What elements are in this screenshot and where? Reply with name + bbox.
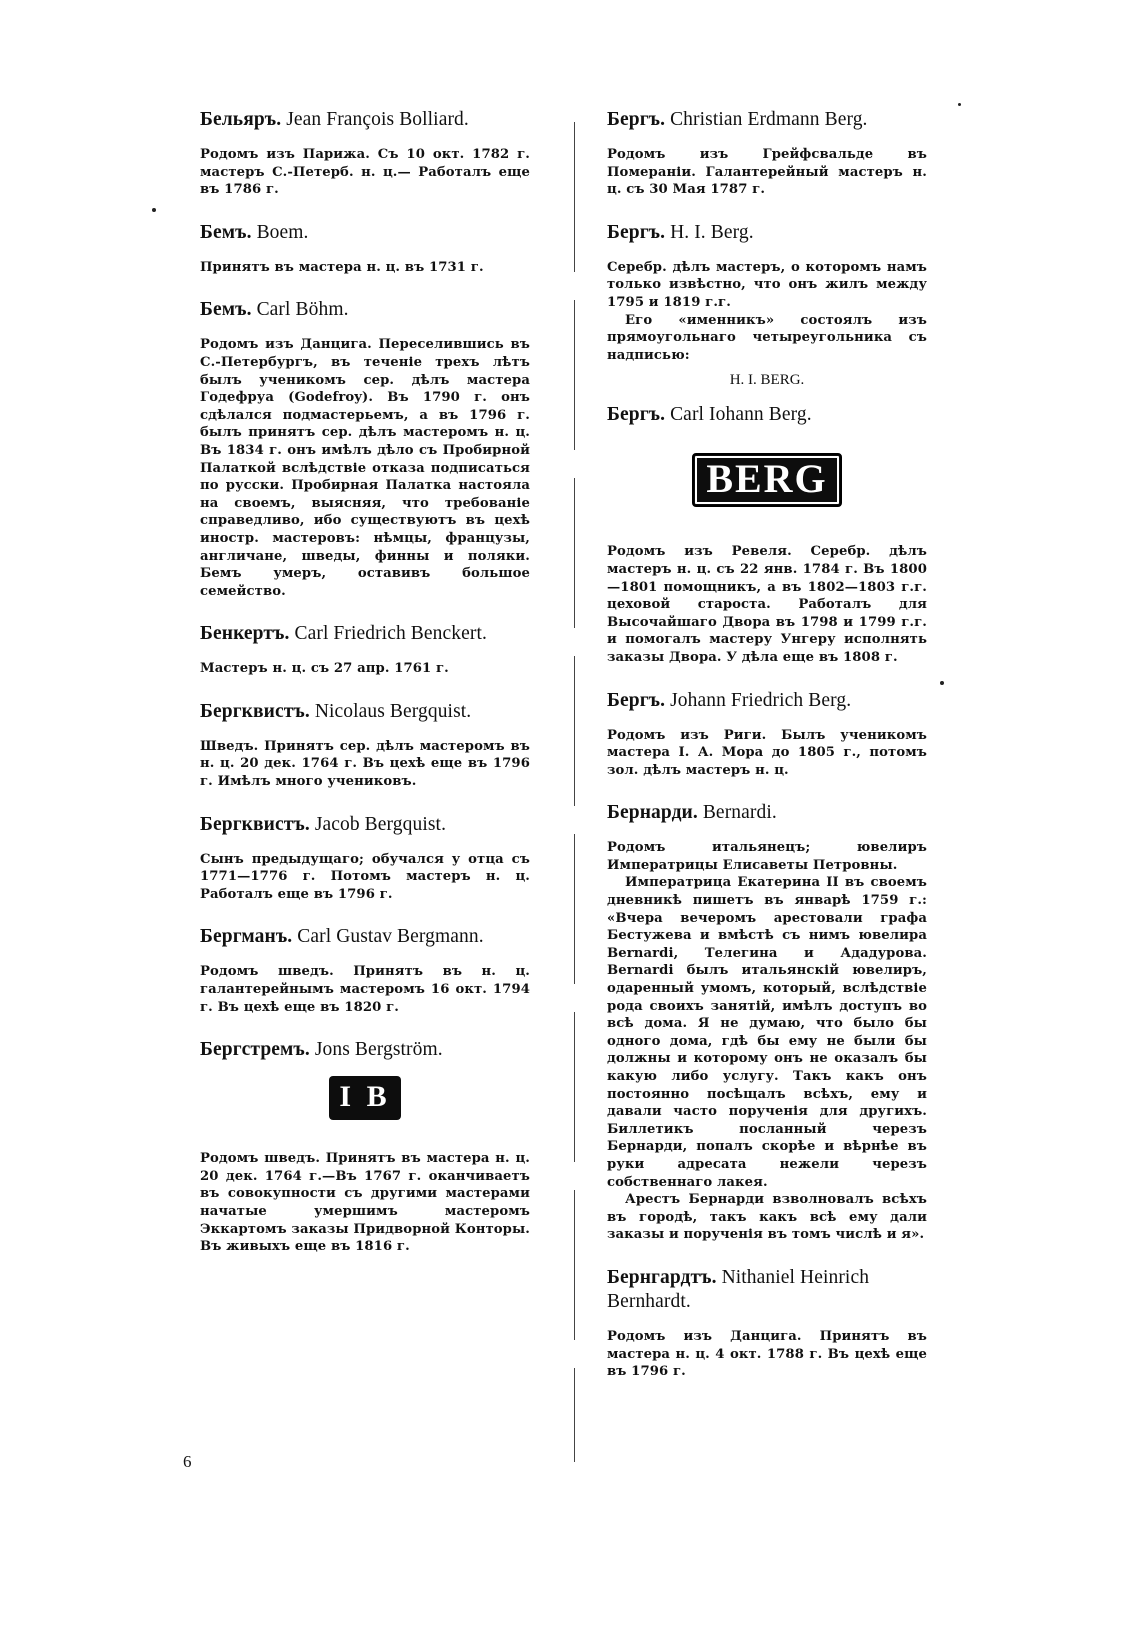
heading-russian: Бергквистъ. bbox=[200, 700, 310, 722]
entry-heading bbox=[200, 298, 530, 322]
entry-heading bbox=[200, 108, 530, 132]
entry-text bbox=[200, 1150, 530, 1256]
heading-latin: Carl Gustav Bergmann. bbox=[297, 926, 484, 948]
entry-paragraph: Мастеръ н. ц. съ 27 апр. 1761 г. bbox=[200, 661, 449, 677]
left-column bbox=[200, 108, 530, 1278]
heading-russian: Бернгардтъ. bbox=[607, 1266, 717, 1288]
entry-bohm bbox=[200, 298, 530, 600]
hallmark-inscription: H. I. BERG. bbox=[729, 372, 805, 389]
entry-paragraph: Родомъ изъ Парижа. Съ 10 окт. 1782 г. мастеръ С.-Петерб. н. ц.— Работалъ еще въ 1786 г. bbox=[200, 147, 530, 198]
entry-paragraph: Родомъ шведъ. Принятъ въ мастера н. ц. 20 дек. 1764 г.—Въ 1767 г. оканчиваетъ въ совокупности съ другими мастерами начатые умершимъ мастеромъ Эккартомъ заказы Придворной Конторы. Въ живыхъ еще въ 1816 г. bbox=[200, 1151, 530, 1255]
entry-bergmann bbox=[200, 925, 530, 1016]
entry-nicolaus-bergquist bbox=[200, 700, 530, 791]
column-divider bbox=[574, 122, 575, 1462]
entry-paragraph: Родомъ изъ Риги. Былъ ученикомъ мастера I. А. Мора до 1805 г., потомъ зол. дѣлъ мастеръ н. ц. bbox=[607, 727, 927, 778]
entry-paragraph: Императрица Екатерина II въ своемъ дневникѣ пишетъ въ январѣ 1759 г.: «Вчера вечеромъ арестовали графа Бестужева и вмѣстѣ съ нимъ ювелира Bernardi, Телегина и Ададурова. Bernardi былъ итальянскій ювелиръ, одаренный умомъ, который, вслѣдствіе рода своихъ занятій, имѣлъ доступъ во всѣ дома. Я не думаю, что было бы одного дома, гдѣ бы ему не были бы должны и которому онъ не оказалъ бы какую либо услугу. Такъ какъ онъ постоянно посѣщалъ всѣхъ, ему и давали часто порученія для другихъ. Биллетикъ посланный черезъ Бернарди, попалъ скорѣе и вѣрнѣе въ руки адресата нежели черезъ собственнаго лакея. bbox=[607, 875, 927, 1190]
heading-russian: Бергъ. bbox=[607, 404, 666, 426]
entry-heading bbox=[607, 403, 927, 427]
heading-latin: Nithaniel Heinrich Bernhardt. bbox=[607, 1266, 870, 1312]
entry-bernhardt bbox=[607, 1266, 927, 1381]
entry-paragraph: Его «именникъ» состоялъ изъ прямоугольнаго четыреугольника съ надписью: bbox=[607, 312, 927, 363]
entry-paragraph: Родомъ шведъ. Принятъ въ н. ц. галантерейнымъ мастеромъ 16 окт. 1794 г. Въ цехѣ еще въ 1820 г. bbox=[200, 964, 530, 1015]
heading-latin: Bernardi. bbox=[702, 802, 777, 824]
entry-text bbox=[200, 660, 530, 678]
entry-bernardi bbox=[607, 801, 927, 1244]
entry-text bbox=[607, 259, 927, 365]
heading-russian: Бемъ. bbox=[200, 299, 252, 321]
entry-bolliard bbox=[200, 108, 530, 199]
entry-text bbox=[607, 543, 927, 666]
entry-paragraph: Родомъ изъ Данцига. Переселившись въ С.-Петербургъ, въ теченіе трехъ лѣтъ былъ ученикомъ сер. дѣлъ мастера Годефруа (Godefroy). Въ 1790 г. онъ сдѣлался подмастерьемъ, а въ 1796 г. былъ принятъ сер. дѣлъ мастеромъ н. ц. Въ 1834 г. онъ имѣлъ дѣло съ Пробирной Палаткой вслѣдствіе отказа подписаться по русски. Пробирная Палатка настояла на своемъ, выясняя, что требованіе справедливо, ибо существуютъ въ цехѣ иностр. мастеровъ: нѣмцы, французы, англичане, шведы, финны и поляки. Бемъ умеръ, оставивъ большое семейство. bbox=[200, 337, 530, 599]
heading-latin: Carl Iohann Berg. bbox=[670, 404, 812, 426]
entry-heading bbox=[200, 1038, 530, 1062]
entry-heading bbox=[607, 801, 927, 825]
entry-text bbox=[200, 259, 530, 277]
entry-hi-berg bbox=[607, 221, 927, 390]
entry-text bbox=[200, 738, 530, 791]
entry-paragraph: Шведъ. Принятъ сер. дѣлъ мастеромъ въ н. ц. 20 дек. 1764 г. Въ цехѣ еще въ 1796 г. Имѣлъ много учениковъ. bbox=[200, 738, 530, 790]
heading-latin: Boem. bbox=[256, 221, 309, 243]
entry-christian-berg bbox=[607, 108, 927, 199]
heading-russian: Бергквистъ. bbox=[200, 813, 310, 835]
heading-russian: Бергъ. bbox=[607, 109, 666, 130]
entry-text bbox=[607, 839, 927, 1244]
page-number: 6 bbox=[183, 1452, 192, 1471]
heading-russian: Бергъ. bbox=[607, 689, 666, 711]
entry-paragraph: Сынъ предыдущаго; обучался у отца съ 1771—1776 г. Потомъ мастеръ н. ц. Работалъ еще въ 1796 г. bbox=[200, 851, 530, 902]
entry-carl-iohann-berg bbox=[607, 403, 927, 666]
entry-text bbox=[607, 146, 927, 199]
entry-paragraph: Родомъ изъ Ревеля. Серебр. дѣлъ мастеръ н. ц. съ 22 янв. 1784 г. Въ 1800—1801 помощникъ, а въ 1802—1803 г.г. цеховой староста. Работалъ для Высочайшаго Двора въ 1798 и 1799 г.г. и помогалъ мастеру Унгеру исполнять заказы Двора. У дѣла еще въ 1808 г. bbox=[607, 544, 927, 665]
entry-johann-friedrich-berg bbox=[607, 689, 927, 780]
hallmark-container bbox=[200, 1076, 530, 1120]
scan-speck bbox=[152, 208, 156, 212]
entry-heading bbox=[607, 108, 927, 132]
heading-latin: Carl Böhm. bbox=[256, 299, 349, 321]
heading-russian: Бергманъ. bbox=[200, 926, 293, 948]
entry-text bbox=[200, 336, 530, 600]
entry-heading bbox=[200, 622, 530, 646]
entry-boem bbox=[200, 221, 530, 277]
hallmark-berg: BERG bbox=[692, 453, 841, 507]
entry-text bbox=[200, 851, 530, 904]
entry-heading bbox=[607, 221, 927, 245]
entry-jacob-bergquist bbox=[200, 813, 530, 904]
entry-benckert bbox=[200, 622, 530, 678]
entry-heading bbox=[200, 925, 530, 949]
entry-heading bbox=[200, 700, 530, 724]
entry-paragraph: Серебр. дѣлъ мастеръ, о которомъ намъ только извѣстно, что онъ жилъ между 1795 и 1819 г.г. bbox=[607, 259, 927, 310]
entry-bergstrom bbox=[200, 1038, 530, 1256]
entry-text bbox=[607, 1328, 927, 1381]
entry-heading bbox=[200, 221, 530, 245]
scan-speck bbox=[940, 681, 944, 685]
entry-paragraph: Родомъ изъ Грейфсвальде въ Помераніи. Галантерейный мастеръ н. ц. съ 30 Мая 1787 г. bbox=[607, 147, 927, 198]
heading-russian: Бенкертъ. bbox=[200, 623, 290, 645]
heading-latin: Jacob Bergquist. bbox=[314, 813, 447, 835]
heading-latin: Johann Friedrich Berg. bbox=[670, 689, 852, 711]
entry-heading bbox=[607, 689, 927, 713]
heading-russian: Бемъ. bbox=[200, 221, 252, 243]
entry-paragraph: Родомъ изъ Данцига. Принятъ въ мастера н. ц. 4 окт. 1788 г. Въ цехѣ еще въ 1796 г. bbox=[607, 1328, 927, 1380]
entry-text bbox=[607, 727, 927, 780]
entry-text bbox=[200, 146, 530, 199]
heading-russian: Бельяръ. bbox=[200, 109, 282, 130]
entry-heading bbox=[607, 1266, 927, 1314]
heading-latin: Carl Friedrich Benckert. bbox=[294, 623, 487, 645]
entry-text bbox=[200, 963, 530, 1016]
heading-russian: Бергъ. bbox=[607, 221, 666, 243]
heading-latin: Christian Erdmann Berg. bbox=[670, 109, 868, 130]
heading-latin: Jean François Bolliard. bbox=[286, 109, 469, 130]
right-column bbox=[607, 108, 927, 1403]
entry-paragraph: Арестъ Бернарди взволновалъ всѣхъ въ городѣ, такъ какъ всѣ ему дали заказы и порученія въ томъ числѣ и я». bbox=[607, 1192, 927, 1243]
entry-heading bbox=[200, 813, 530, 837]
heading-latin: H. I. Berg. bbox=[670, 221, 754, 243]
hallmark-ib: I B bbox=[329, 1076, 400, 1120]
hallmark-container bbox=[607, 453, 927, 507]
heading-russian: Бергстремъ. bbox=[200, 1039, 310, 1061]
entry-paragraph: Принятъ въ мастера н. ц. въ 1731 г. bbox=[200, 259, 484, 275]
heading-latin: Nicolaus Bergquist. bbox=[314, 700, 472, 722]
scan-speck bbox=[958, 103, 961, 106]
entry-paragraph: Родомъ итальянецъ; ювелиръ Императрицы Елисаветы Петровны. bbox=[607, 840, 927, 873]
heading-russian: Бернарди. bbox=[607, 802, 698, 824]
heading-latin: Jons Bergström. bbox=[314, 1039, 443, 1061]
